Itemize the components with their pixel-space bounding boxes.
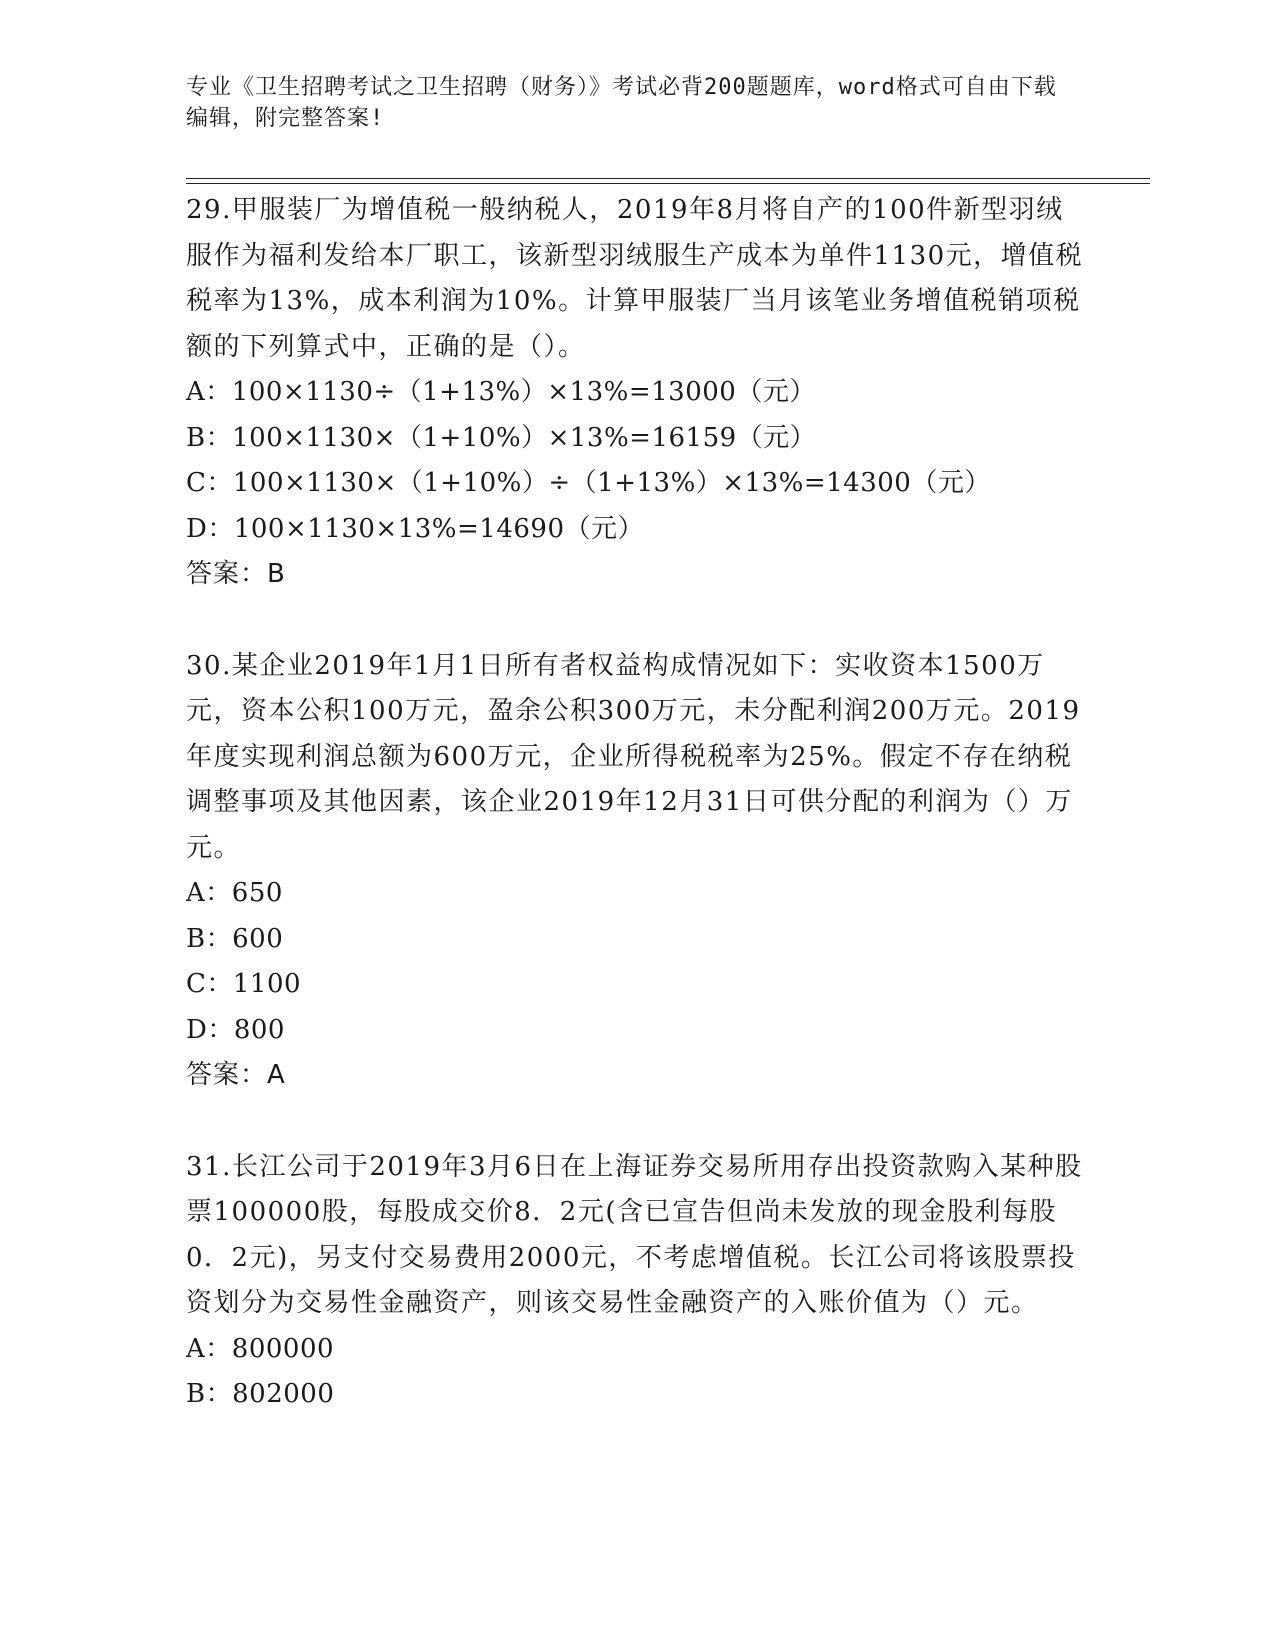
- question-stem: 31.长江公司于2019年3月6日在上海证券交易所用存出投资款购入某种股票100000股，每股成交价8．2元(含已宣告但尚未发放的现金股利每股0．2元)，另支付交易费用2000元，不考虑增值税。长江公司将该股票投资划分为交易性金融资产，则该交易性金融资产的入账价值为（）元。: [186, 1151, 1083, 1318]
- option-c: C：1100: [186, 969, 302, 999]
- option-d: D：800: [186, 1014, 285, 1045]
- header-divider-top: [186, 178, 1150, 179]
- option-b: B：100×1130×（1+10%）×13%=16159（元）: [186, 422, 817, 453]
- option-b: B：802000: [186, 1379, 335, 1409]
- question-31: [186, 1145, 1086, 1418]
- header-divider-bottom: [186, 183, 1150, 184]
- question-stem: 30.某企业2019年1月1日所有者权益构成情况如下：实收资本1500万元，资本公积100万元，盈余公积300万元，未分配利润200万元。2019年度实现利润总额为600万元，企业所得税税率为25%。假定不存在纳税调整事项及其他因素，该企业2019年12月31日可供分配的利润为（）万元。: [186, 650, 1081, 863]
- answer-line: 答案：A: [186, 1060, 286, 1090]
- option-b: B：600: [186, 923, 284, 954]
- question-list: [186, 188, 1086, 1464]
- option-a: A：800000: [186, 1333, 335, 1364]
- question-stem: 29.甲服装厂为增值税一般纳税人，2019年8月将自产的100件新型羽绒服作为福利发给本厂职工，该新型羽绒服生产成本为单件1130元，增值税税率为13%，成本利润为10%。计算甲服装厂当月该笔业务增值税销项税额的下列算式中，正确的是（）。: [186, 195, 1084, 362]
- option-a: A：650: [186, 878, 283, 908]
- option-d: D：100×1130×13%=14690（元）: [186, 513, 644, 544]
- document-header: 专业《卫生招聘考试之卫生招聘（财务）》考试必背200题题库，word格式可自由下载编辑，附完整答案!: [186, 75, 1057, 131]
- option-c: C：100×1130×（1+10%）÷（1+13%）×13%=14300（元）: [186, 468, 991, 498]
- option-a: A：100×1130÷（1+13%）×13%=13000（元）: [186, 377, 816, 407]
- question-29: [186, 188, 1086, 598]
- answer-line: 答案：B: [186, 559, 286, 589]
- question-30: [186, 644, 1086, 1099]
